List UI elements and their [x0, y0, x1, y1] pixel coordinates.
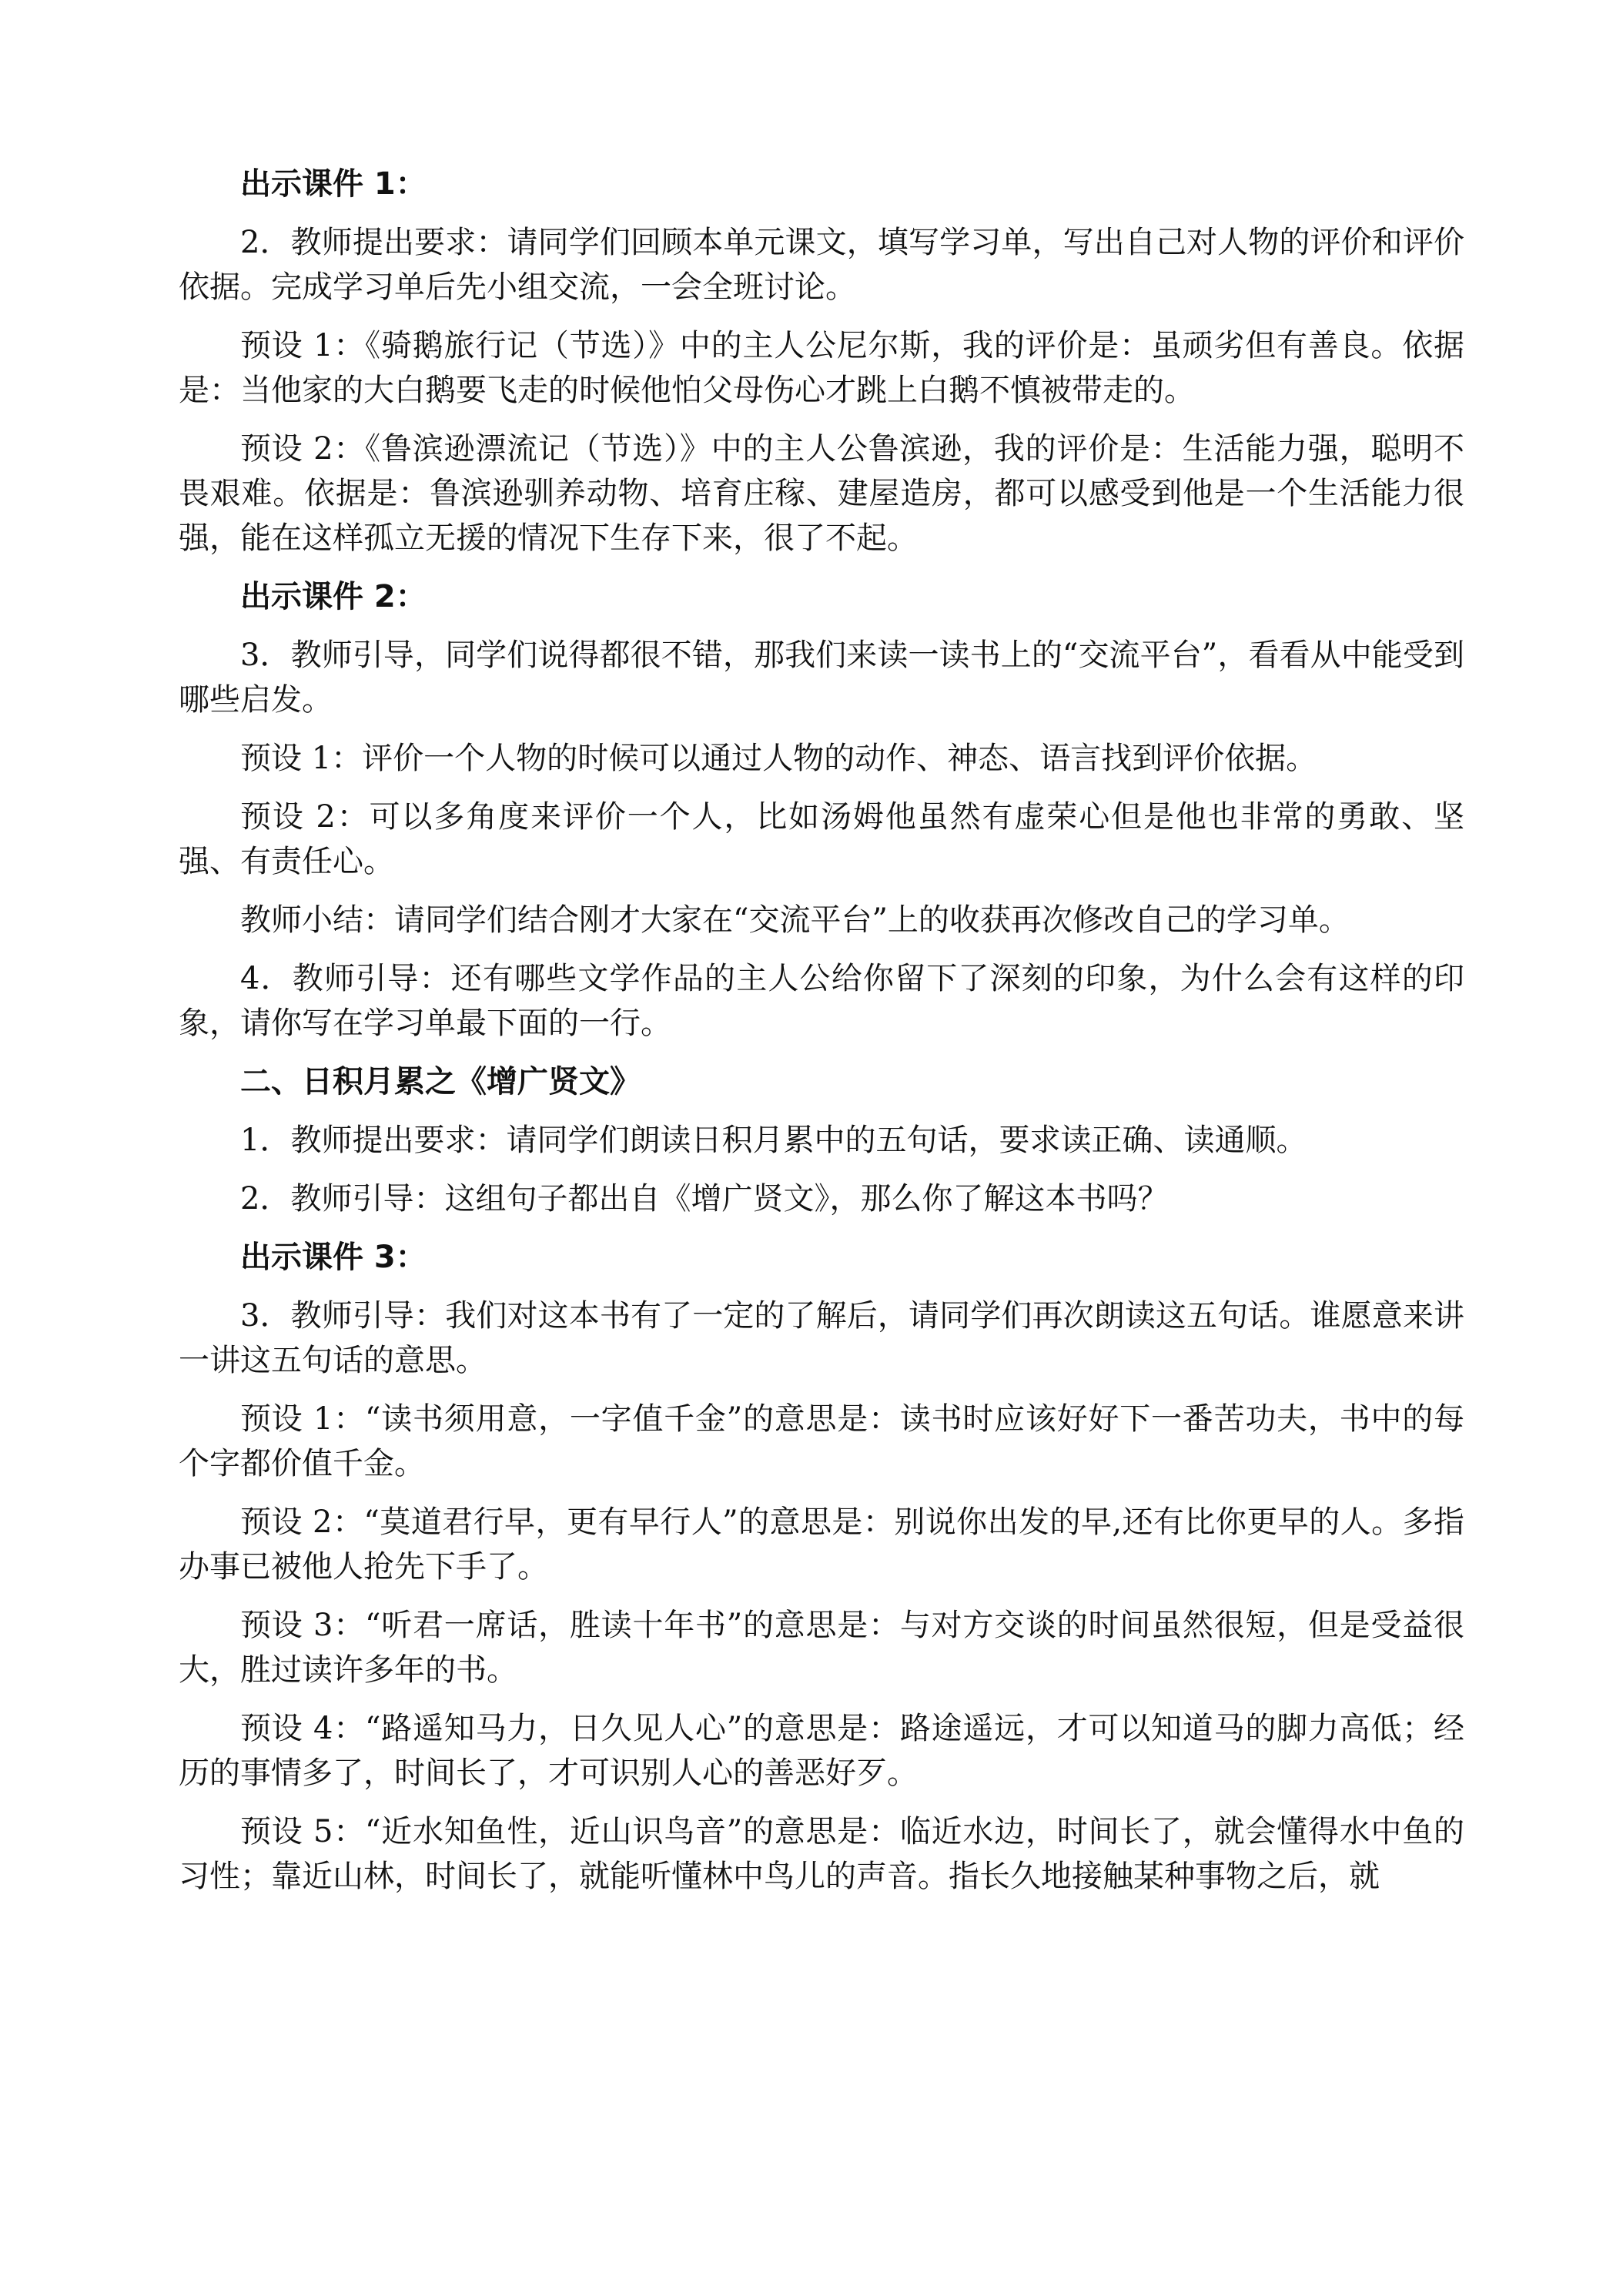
document-body	[179, 162, 1464, 1913]
paragraph: 1．教师提出要求：请同学们朗读日积月累中的五句话，要求读正确、读通顺。	[240, 1123, 1307, 1158]
paragraph: 预设 2：《鲁滨逊漂流记（节选）》中的主人公鲁滨逊，我的评价是：生活能力强，聪明不畏艰难。依据是：鲁滨逊驯养动物、培育庄稼、建屋造房，都可以感受到他是一个生活能力很强，能在这样孤立无援的情况下生存下来，很了不起。	[179, 431, 1464, 556]
paragraph: 预设 2：可以多角度来评价一个人，比如汤姆他虽然有虚荣心但是他也非常的勇敢、坚强、有责任心。	[179, 799, 1464, 879]
paragraph: 2．教师提出要求：请同学们回顾本单元课文，填写学习单，写出自己对人物的评价和评价依据。完成学习单后先小组交流，一会全班讨论。	[179, 225, 1464, 305]
section-heading: 出示课件 2：	[240, 579, 427, 614]
paragraph: 4．教师引导：还有哪些文学作品的主人公给你留下了深刻的印象，为什么会有这样的印象，请你写在学习单最下面的一行。	[179, 961, 1464, 1041]
section-heading: 出示课件 3：	[240, 1240, 427, 1275]
paragraph: 预设 5：“近水知鱼性，近山识鸟音”的意思是：临近水边，时间长了，就会懂得水中鱼的习性；靠近山林，时间长了，就能听懂林中鸟儿的声音。指长久地接触某种事物之后，就	[179, 1814, 1464, 1894]
section-heading: 出示课件 1：	[240, 166, 427, 202]
section-heading: 二、日积月累之《增广贤文》	[240, 1064, 641, 1099]
paragraph: 预设 3：“听君一席话，胜读十年书”的意思是：与对方交谈的时间虽然很短，但是受益很大，胜过读许多年的书。	[179, 1608, 1464, 1688]
paragraph: 预设 4：“路遥知马力，日久见人心”的意思是：路途遥远，才可以知道马的脚力高低；经历的事情多了，时间长了，才可识别人心的善恶好歹。	[179, 1711, 1464, 1791]
paragraph: 预设 1：评价一个人物的时候可以通过人物的动作、神态、语言找到评价依据。	[240, 741, 1317, 776]
paragraph: 预设 1：“读书须用意，一字值千金”的意思是：读书时应该好好下一番苦功夫，书中的每个字都价值千金。	[179, 1401, 1464, 1481]
paragraph: 2．教师引导：这组句子都出自《增广贤文》，那么你了解这本书吗？	[240, 1181, 1169, 1217]
paragraph: 预设 1：《骑鹅旅行记（节选）》中的主人公尼尔斯，我的评价是：虽顽劣但有善良。依据是：当他家的大白鹅要飞走的时候他怕父母伤心才跳上白鹅不慎被带走的。	[179, 328, 1464, 408]
paragraph: 3．教师引导：我们对这本书有了一定的了解后，请同学们再次朗读这五句话。谁愿意来讲一讲这五句话的意思。	[179, 1298, 1464, 1378]
paragraph: 3．教师引导，同学们说得都很不错，那我们来读一读书上的“交流平台”，看看从中能受到哪些启发。	[179, 638, 1464, 718]
paragraph: 预设 2：“莫道君行早，更有早行人”的意思是：别说你出发的早,还有比你更早的人。多指办事已被他人抢先下手了。	[179, 1504, 1464, 1585]
paragraph: 教师小结：请同学们结合刚才大家在“交流平台”上的收获再次修改自己的学习单。	[240, 902, 1350, 938]
